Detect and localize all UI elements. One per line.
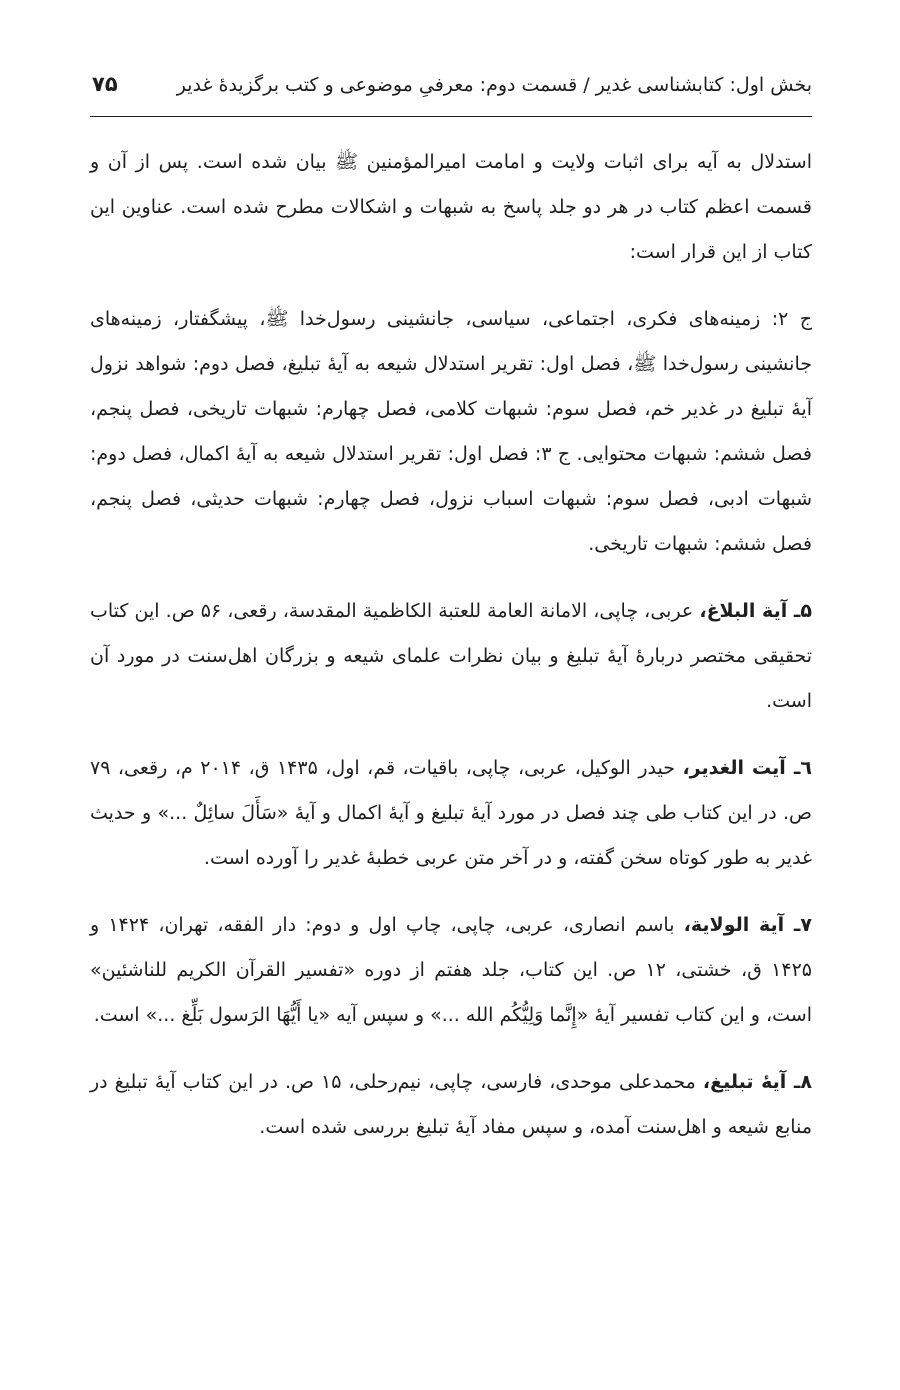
entry-text: محمدعلی موحدی، فارسی، چاپی، نیم‌رحلی، ۱۵ ص. در این کتاب آیهٔ تبلیغ در منابع شیعه و اهل‌سنت آمده، و سپس مفاد آیهٔ تبلیغ بررسی شده است. (90, 1071, 812, 1138)
entry-text: عربی، چاپی، الامانة العامة للعتبة الکاظمیة المقدسة، رقعی، ۵۶ ص. این کتاب تحقیقی مختصر دربارهٔ آیهٔ تبلیغ و بیان نظرات علمای شیعه و بزرگان اهل‌سنت در مورد آن است. (90, 600, 812, 712)
running-header (90, 70, 812, 110)
page-number: ۷۵ (92, 72, 118, 96)
entry-title: ۵ـ آیة البلاغ، (699, 600, 812, 622)
paragraph-text: استدلال به آیه برای اثبات ولایت و امامت امیرالمؤمنین ﷺ بیان شده است. پس از آن و قسمت اعظم کتاب در هر دو جلد پاسخ به شبهات و اشکالات مطرح شده است. عناوین این کتاب از این قرار است: (90, 151, 812, 263)
bibliography-entry-6 (90, 746, 812, 881)
entry-title: ۸ـ آیهٔ تبلیغ، (702, 1071, 812, 1093)
paragraph-contents-list (90, 297, 812, 567)
bibliography-entry-5 (90, 589, 812, 724)
entry-text: حیدر الوکیل، عربی، چاپی، باقیات، قم، اول، ۱۴۳۵ ق، ۲۰۱۴ م، رقعی، ۷۹ ص. در این کتاب طی چند فصل در مورد آیهٔ تبلیغ و آیهٔ اکمال و آیهٔ «سَأَلَ سائِلٌ ...» و حدیث غدیر به طور کوتاه سخن گفته، و در آخر متن عربی خطبهٔ غدیر را آورده است. (90, 757, 812, 869)
paragraph-intro (90, 140, 812, 275)
page-body (90, 140, 812, 1150)
bibliography-entry-8 (90, 1060, 812, 1150)
entry-title: ٦ـ آیت الغدیر، (682, 757, 812, 779)
entry-title: ۷ـ آیة الولایة، (683, 914, 812, 936)
bibliography-entry-7 (90, 903, 812, 1038)
header-divider (90, 116, 812, 117)
paragraph-text: ج ۲: زمینه‌های فکری، اجتماعی، سیاسی، جانشینی رسول‌خدا ﷺ، پیشگفتار، زمینه‌های جانشینی رسول‌خدا ﷺ، فصل اول: تقریر استدلال شیعه به آیهٔ تبلیغ، فصل دوم: شواهد نزول آیهٔ تبلیغ در غدیر خم، فصل سوم: شبهات کلامی، فصل چهارم: شبهات تاریخی، فصل پنجم، فصل ششم: شبهات محتوایی. ج ۳: فصل اول: تقریر استدلال شیعه به آیهٔ اکمال، فصل دوم: شبهات ادبی، فصل سوم: شبهات اسباب نزول، فصل چهارم: شبهات حدیثی، فصل پنجم، فصل ششم: شبهات تاریخی. (90, 308, 812, 555)
entry-text: باسم انصاری، عربی، چاپی، چاپ اول و دوم: دار الفقه، تهران، ۱۴۲۴ و ۱۴۲۵ ق، خشتی، ۱۲ ص. این کتاب، جلد هفتم از دوره «تفسیر القرآن الکریم للناشئین» است، و این کتاب تفسیر آیهٔ «إِنَّما وَلِیُّکُم الله ...» و سپس آیه «یا أَیُّهَا الرَسول بَلِّغ ...» است. (90, 914, 812, 1026)
running-header-title: بخش اول: کتابشناسی غدیر / قسمت دوم: معرفیِ موضوعی و کتب برگزیدهٔ غدیر (176, 74, 812, 96)
